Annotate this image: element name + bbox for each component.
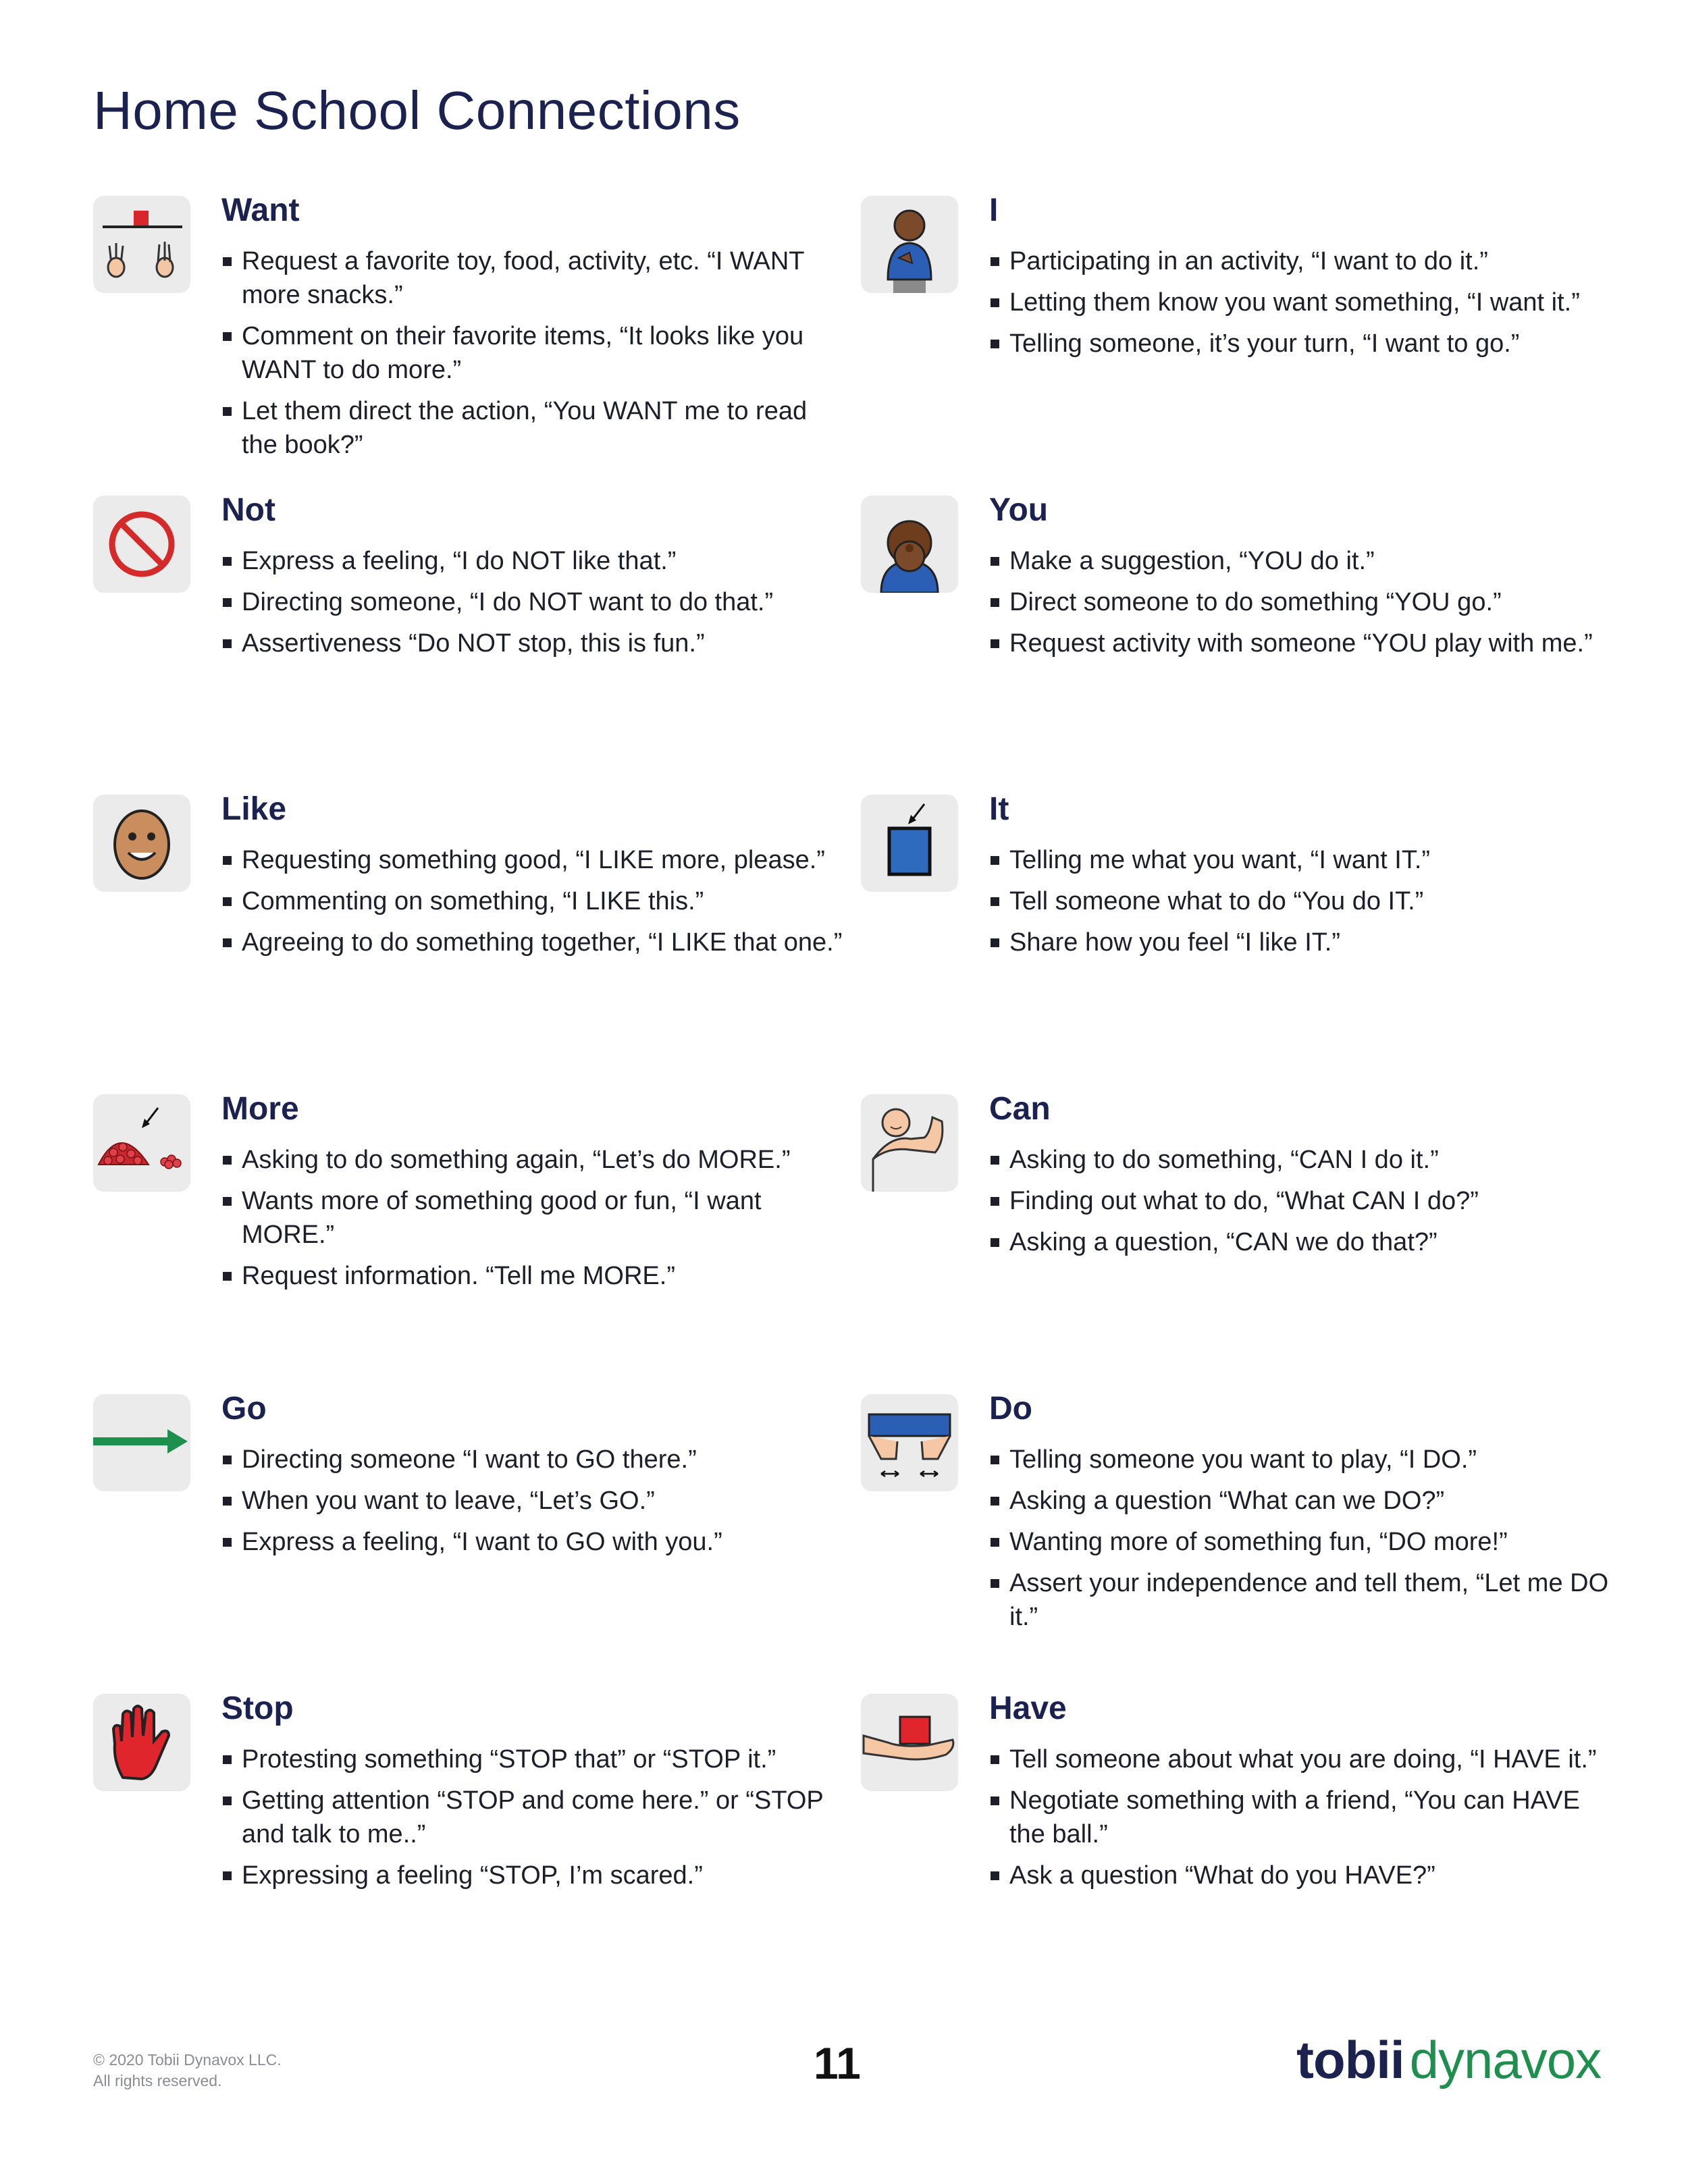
word-card-go [93, 1391, 836, 1678]
list-item: Telling someone, it’s your turn, “I want to go.” [989, 327, 1610, 361]
list-item: Asking a question, “CAN we do that?” [989, 1225, 1610, 1259]
list-item: Protesting something “STOP that” or “STOP it.” [221, 1742, 843, 1776]
list-item: Direct someone to do something “YOU go.” [989, 585, 1610, 619]
list-item: Express a feeling, “I want to GO with you.” [221, 1525, 843, 1559]
list-item: Finding out what to do, “What CAN I do?” [989, 1184, 1610, 1218]
logo-text-dynavox: dynavox [1409, 2030, 1602, 2089]
word-title: Like [221, 791, 287, 827]
list-item: Ask a question “What do you HAVE?” [989, 1859, 1610, 1892]
page-number: 11 [814, 2038, 861, 2088]
tobii-dynavox-logo [1296, 2030, 1602, 2089]
usage-list [989, 544, 1610, 668]
word-card-not [93, 492, 836, 779]
word-card-do [861, 1391, 1609, 1678]
word-title: Go [221, 1391, 267, 1427]
list-item: Comment on their favorite items, “It looks like you WANT to do more.” [221, 319, 843, 387]
it-square-icon [861, 795, 958, 892]
word-card-it [861, 791, 1604, 1078]
word-title: It [989, 791, 1009, 827]
word-card-stop [93, 1690, 836, 1977]
list-item: Tell someone what to do “You do IT.” [989, 884, 1610, 918]
can-flex-icon [861, 1094, 958, 1192]
usage-list [221, 244, 843, 469]
have-hand-icon [861, 1694, 958, 1791]
list-item: Express a feeling, “I do NOT like that.” [221, 544, 843, 578]
word-card-like [93, 791, 843, 1078]
list-item: When you want to leave, “Let’s GO.” [221, 1484, 843, 1518]
list-item: Commenting on something, “I LIKE this.” [221, 884, 843, 918]
list-item: Letting them know you want something, “I want it.” [989, 286, 1610, 319]
word-title: You [989, 492, 1049, 528]
list-item: Directing someone, “I do NOT want to do that.” [221, 585, 843, 619]
list-item: Make a suggestion, “YOU do it.” [989, 544, 1610, 578]
list-item: Request activity with someone “YOU play with me.” [989, 627, 1610, 660]
not-icon [93, 496, 190, 593]
list-item: Participating in an activity, “I want to do it.” [989, 244, 1610, 278]
rights-line: All rights reserved. [93, 2072, 222, 2089]
list-item: Request a favorite toy, food, activity, etc. “I WANT more snacks.” [221, 244, 843, 312]
like-face-icon [93, 795, 190, 892]
usage-list [221, 1742, 843, 1900]
list-item: Asking a question “What can we DO?” [989, 1484, 1610, 1518]
word-card-i [861, 192, 1604, 479]
usage-list [221, 1143, 843, 1300]
word-title: Do [989, 1391, 1032, 1427]
usage-list [221, 1443, 843, 1566]
list-item: Negotiate something with a friend, “You can HAVE the ball.” [989, 1784, 1610, 1851]
word-title: Want [221, 192, 300, 228]
list-item: Assertiveness “Do NOT stop, this is fun.” [221, 627, 843, 660]
usage-list [221, 843, 843, 967]
word-title: I [989, 192, 999, 228]
word-title: More [221, 1091, 299, 1127]
copyright-notice [93, 2050, 282, 2092]
word-card-want [93, 192, 836, 479]
list-item: Telling someone you want to play, “I DO.” [989, 1443, 1610, 1476]
usage-list [989, 1143, 1610, 1267]
list-item: Agreeing to do something together, “I LIKE that one.” [221, 926, 843, 959]
list-item: Getting attention “STOP and come here.” or “STOP and talk to me..” [221, 1784, 843, 1851]
list-item: Telling me what you want, “I want IT.” [989, 843, 1610, 877]
usage-list [221, 544, 843, 668]
list-item: Share how you feel “I like IT.” [989, 926, 1610, 959]
copyright-line: © 2020 Tobii Dynavox LLC. [93, 2051, 282, 2069]
word-card-can [861, 1091, 1604, 1378]
list-item: Asking to do something again, “Let’s do MORE.” [221, 1143, 843, 1177]
list-item: Request information. “Tell me MORE.” [221, 1259, 843, 1293]
list-item: Let them direct the action, “You WANT me to read the book?” [221, 394, 843, 462]
list-item: Wanting more of something fun, “DO more!” [989, 1525, 1610, 1559]
word-card-have [861, 1690, 1604, 1977]
go-arrow-icon [93, 1394, 190, 1491]
list-item: Directing someone “I want to GO there.” [221, 1443, 843, 1476]
do-hands-icon [861, 1394, 958, 1491]
stop-hand-icon [93, 1694, 190, 1791]
list-item: Wants more of something good or fun, “I want MORE.” [221, 1184, 843, 1252]
word-title: Not [221, 492, 275, 528]
i-person-icon [861, 196, 958, 293]
list-item: Asking to do something, “CAN I do it.” [989, 1143, 1610, 1177]
usage-list [989, 244, 1610, 368]
you-pointing-icon [861, 496, 958, 593]
list-item: Assert your independence and tell them, “Let me DO it.” [989, 1566, 1610, 1634]
word-title: Stop [221, 1690, 294, 1726]
more-berries-icon [93, 1094, 190, 1192]
logo-text-tobii: tobii [1296, 2030, 1404, 2089]
word-card-more [93, 1091, 836, 1378]
word-card-you [861, 492, 1604, 779]
word-title: Can [989, 1091, 1051, 1127]
page-title: Home School Connections [93, 80, 741, 140]
usage-list [989, 1443, 1610, 1641]
want-icon [93, 196, 190, 293]
usage-list [989, 843, 1610, 967]
list-item: Expressing a feeling “STOP, I’m scared.” [221, 1859, 843, 1892]
word-title: Have [989, 1690, 1067, 1726]
usage-list [989, 1742, 1610, 1900]
list-item: Requesting something good, “I LIKE more, please.” [221, 843, 843, 877]
list-item: Tell someone about what you are doing, “I HAVE it.” [989, 1742, 1610, 1776]
